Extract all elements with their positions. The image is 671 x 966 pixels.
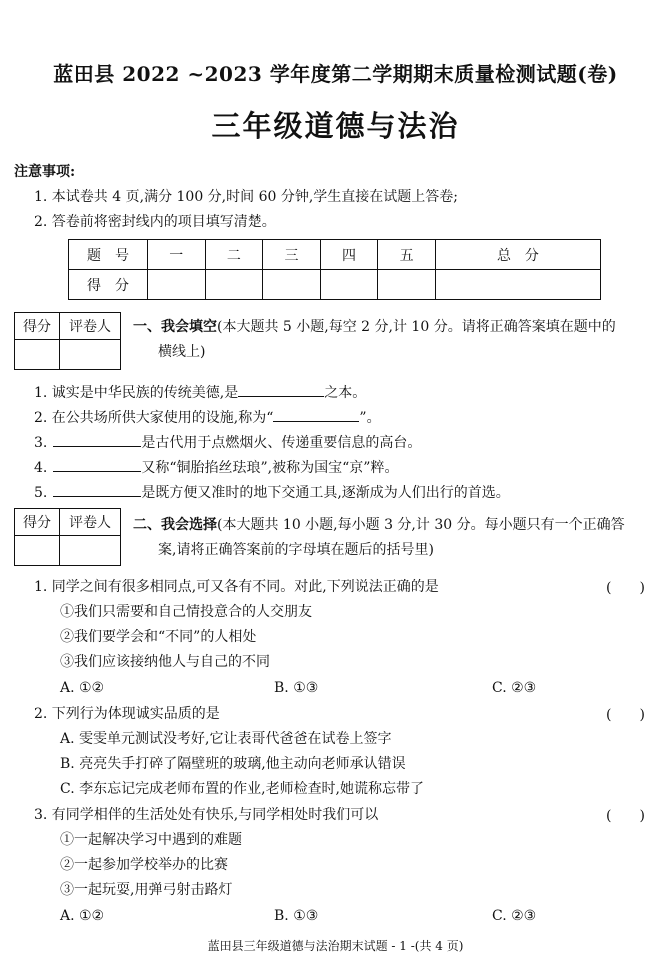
question-text: 又称“铜胎掐丝珐琅”,被称为国宝“京”粹。 [141, 460, 399, 476]
grader-name-cell[interactable] [60, 340, 121, 370]
question-text: 是古代用于点燃烟火、传递重要信息的高台。 [141, 435, 422, 451]
choice-question-stem: 1. 同学之间有很多相同点,可又各有不同。对此,下列说法正确的是 [34, 579, 439, 595]
section2-desc: (本大题共 10 小题,每小题 3 分,计 30 分。每小题只有一个正确答 [217, 517, 625, 533]
answer-blank[interactable] [53, 455, 141, 472]
fill-question-4 [34, 455, 398, 478]
question-text: 2. 在公共场所供大家使用的设施,称为“ [34, 410, 274, 426]
score-table-cell: 得 分 [69, 270, 148, 300]
statement: ③一起玩耍,用弹弓射击路灯 [60, 882, 233, 898]
score-entry-cell[interactable] [263, 270, 321, 300]
score-table-cell: 题 号 [69, 240, 148, 270]
grader-box [14, 508, 121, 566]
option-c: C. ②③ [492, 908, 537, 924]
option-b: B. ①③ [274, 908, 319, 924]
section1-desc: (本大题共 5 小题,每空 2 分,计 10 分。请将正确答案填在题中的 [217, 319, 616, 335]
score-entry-cell[interactable] [320, 270, 378, 300]
section2-desc-cont: 案,请将正确答案前的字母填在题后的括号里) [158, 542, 434, 558]
score-table-cell: 三 [263, 240, 321, 270]
question-text: 是既方便又准时的地下交通工具,逐渐成为人们出行的首选。 [141, 485, 510, 501]
answer-blank[interactable] [273, 405, 359, 422]
answer-blank[interactable] [53, 430, 141, 447]
answer-parentheses[interactable]: ( ) [606, 808, 645, 824]
score-entry-cell[interactable] [435, 270, 600, 300]
score-table-cell: 五 [378, 240, 436, 270]
score-entry-cell[interactable] [148, 270, 206, 300]
score-table-cell: 四 [320, 240, 378, 270]
grader-score-label: 得分 [15, 313, 60, 340]
grader-score-label: 得分 [15, 509, 60, 536]
choice-question-stem: 2. 下列行为体现诚实品质的是 [34, 706, 220, 722]
option-c: C. 李东忘记完成老师布置的作业,老师检查时,她谎称忘带了 [60, 781, 425, 797]
fill-question-3 [34, 430, 421, 453]
option-a: A. ①② [60, 908, 105, 924]
section1-heading: 一、我会填空 [133, 319, 217, 335]
subject-title: 三年级道德与法治 [211, 109, 460, 143]
score-table [68, 239, 601, 300]
grader-name-label: 评卷人 [60, 313, 121, 340]
statement: ①一起解决学习中遇到的难题 [60, 832, 242, 848]
statement: ①我们只需要和自己情投意合的人交朋友 [60, 604, 312, 620]
fill-question-5 [34, 480, 510, 503]
section2-header [133, 515, 625, 535]
option-b: B. 亮亮失手打碎了隔壁班的玻璃,他主动向老师承认错误 [60, 756, 406, 772]
note-item: 1. 本试卷共 4 页,满分 100 分,时间 60 分钟,学生直接在试题上答卷; [34, 189, 459, 205]
score-table-cell: 二 [205, 240, 263, 270]
grader-box [14, 312, 121, 370]
grader-name-label: 评卷人 [60, 509, 121, 536]
exam-title: 蓝田县 2022 ~2023 学年度第二学期期末质量检测试题(卷) [53, 62, 618, 86]
option-c: C. ②③ [492, 680, 537, 696]
section2-heading: 二、我会选择 [133, 517, 217, 533]
answer-blank[interactable] [238, 380, 324, 397]
option-a: A. ①② [60, 680, 105, 696]
question-number: 5. [34, 485, 48, 501]
score-table-cell: 总 分 [435, 240, 600, 270]
fill-question-2 [34, 405, 381, 428]
question-text: 之本。 [324, 385, 367, 401]
score-table-cell: 一 [148, 240, 206, 270]
question-number: 4. [34, 460, 48, 476]
note-item: 2. 答卷前将密封线内的项目填写清楚。 [34, 214, 276, 230]
section1-desc-cont: 横线上) [158, 344, 206, 360]
notes-heading: 注意事项: [14, 164, 76, 180]
answer-blank[interactable] [53, 480, 141, 497]
grader-name-cell[interactable] [60, 536, 121, 566]
statement: ②一起参加学校举办的比赛 [60, 857, 228, 873]
question-text: 1. 诚实是中华民族的传统美德,是 [34, 385, 239, 401]
question-text: ”。 [359, 410, 381, 426]
option-b: B. ①③ [274, 680, 319, 696]
fill-question-1 [34, 380, 366, 403]
statement: ③我们应该接纳他人与自己的不同 [60, 654, 270, 670]
answer-parentheses[interactable]: ( ) [606, 580, 645, 596]
grader-score-cell[interactable] [15, 536, 60, 566]
option-a: A. 雯雯单元测试没考好,它让表哥代爸爸在试卷上签字 [60, 731, 392, 747]
question-number: 3. [34, 435, 48, 451]
answer-parentheses[interactable]: ( ) [606, 707, 645, 723]
score-entry-cell[interactable] [378, 270, 436, 300]
choice-question-stem: 3. 有同学相伴的生活处处有快乐,与同学相处时我们可以 [34, 807, 379, 823]
page-footer: 蓝田县三年级道德与法治期末试题 - 1 -(共 4 页) [207, 939, 464, 953]
grader-score-cell[interactable] [15, 340, 60, 370]
section1-header [133, 317, 616, 337]
statement: ②我们要学会和“不同”的人相处 [60, 629, 257, 645]
score-entry-cell[interactable] [205, 270, 263, 300]
